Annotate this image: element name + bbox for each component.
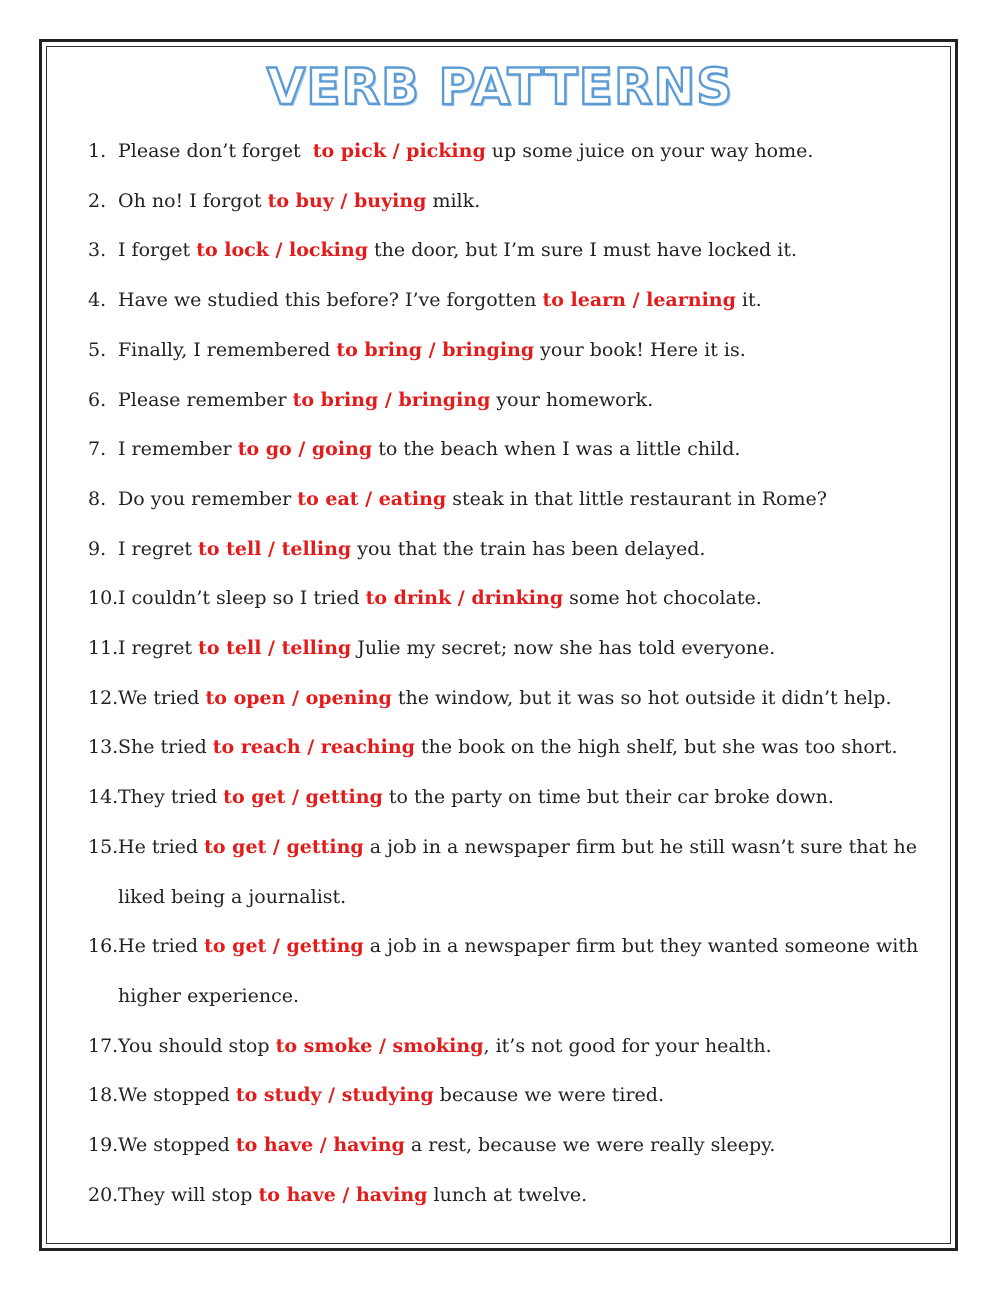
item-sentence	[118, 624, 938, 674]
verb-choice[interactable]: to get / getting	[204, 835, 364, 858]
item-sentence	[118, 326, 938, 376]
sentence-start: I regret	[118, 637, 199, 660]
verb-choice[interactable]: to study / studying	[235, 1084, 434, 1107]
sentence-start: You should stop	[118, 1034, 276, 1057]
item-sentence	[118, 525, 938, 575]
sentence-end: your book! Here it is.	[534, 338, 746, 361]
item-sentence	[118, 574, 938, 624]
sentence-start: He tried	[118, 835, 205, 858]
verb-choice[interactable]: to pick / picking	[312, 140, 486, 162]
item-number: 3.	[88, 239, 107, 262]
sentence-start: We tried	[118, 686, 206, 709]
item-sentence	[118, 773, 938, 823]
sentence-start: Do you remember	[118, 487, 298, 510]
exercise-item	[88, 922, 938, 1021]
item-number: 20.	[88, 1183, 119, 1206]
sentence-end: milk.	[426, 189, 481, 212]
verb-choice[interactable]: to bring / bringing	[336, 338, 535, 361]
sentence-start: I couldn’t sleep so I tried	[118, 587, 366, 610]
page-title: VERB PATTERNS	[266, 58, 734, 116]
sentence-end: the book on the high shelf, but she was too short.	[414, 736, 898, 759]
sentence-end: Julie my secret; now she has told everyone.	[351, 637, 776, 660]
sentence-start: Oh no! I forgot	[118, 189, 268, 212]
sentence-start: I regret	[118, 537, 199, 560]
exercise-item	[88, 326, 938, 376]
item-sentence	[118, 823, 938, 922]
exercise-item	[88, 1022, 938, 1072]
exercise-item	[88, 1171, 938, 1221]
verb-choice[interactable]: to bring / bringing	[292, 388, 491, 411]
item-number: 12.	[88, 686, 119, 709]
item-sentence	[118, 922, 938, 1021]
item-number: 2.	[88, 189, 107, 212]
item-number: 11.	[88, 637, 119, 660]
sentence-end: lunch at twelve.	[427, 1183, 588, 1206]
sentence-start: They tried	[118, 786, 224, 809]
item-sentence	[118, 1022, 938, 1072]
sentence-start: Finally, I remembered	[118, 338, 337, 361]
verb-choice[interactable]: to have / having	[258, 1183, 428, 1206]
sentence-start: We stopped	[118, 1134, 236, 1157]
sentence-end: you that the train has been delayed.	[351, 537, 706, 560]
sentence-start: Have we studied this before? I’ve forgotten	[118, 289, 543, 312]
exercise-item	[88, 475, 938, 525]
verb-choice[interactable]: to go / going	[237, 438, 373, 461]
sentence-end: the door, but I’m sure I must have locked it.	[368, 239, 798, 262]
item-number: 7.	[88, 438, 107, 461]
item-sentence	[118, 475, 938, 525]
sentence-start: Please remember	[118, 388, 293, 411]
exercise-list	[88, 127, 938, 1220]
exercise-item	[88, 525, 938, 575]
sentence-start: Please don’t forget	[118, 140, 313, 162]
sentence-end: a job in a newspaper firm but they wanted someone with higher experience.	[118, 935, 925, 1007]
item-sentence	[118, 674, 938, 724]
verb-choice[interactable]: to buy / buying	[267, 189, 427, 212]
sentence-end: , it’s not good for your health.	[483, 1034, 772, 1057]
exercise-item	[88, 276, 938, 326]
sentence-end: the window, but it was so hot outside it didn’t help.	[391, 686, 892, 709]
verb-choice[interactable]: to learn / learning	[542, 289, 736, 312]
item-number: 19.	[88, 1134, 119, 1157]
verb-choice[interactable]: to reach / reaching	[212, 736, 415, 759]
exercise-item	[88, 127, 938, 177]
sentence-end: because we were tired.	[433, 1084, 664, 1107]
sentence-end: a job in a newspaper firm but he still wasn’t sure that he liked being a journalist.	[118, 835, 924, 908]
exercise-item	[88, 773, 938, 823]
item-sentence	[118, 1121, 938, 1171]
exercise-item	[88, 376, 938, 426]
verb-choice[interactable]: to tell / telling	[198, 637, 352, 660]
sentence-end: your homework.	[490, 388, 654, 411]
item-number: 1.	[88, 140, 107, 162]
verb-choice[interactable]: to eat / eating	[297, 487, 447, 510]
item-sentence	[118, 177, 938, 227]
sentence-start: She tried	[118, 736, 213, 759]
item-sentence	[118, 1171, 938, 1221]
item-number: 15.	[88, 835, 119, 858]
sentence-start: We stopped	[118, 1084, 236, 1107]
exercise-item	[88, 823, 938, 922]
verb-choice[interactable]: to lock / locking	[196, 239, 368, 262]
sentence-end: up some juice on your way home.	[485, 140, 814, 162]
item-sentence	[118, 425, 938, 475]
sentence-start: I remember	[118, 438, 238, 461]
sentence-end: some hot chocolate.	[563, 587, 762, 610]
item-number: 18.	[88, 1084, 119, 1107]
exercise-item	[88, 674, 938, 724]
verb-choice[interactable]: to get / getting	[204, 935, 364, 958]
exercise-item	[88, 177, 938, 227]
item-number: 13.	[88, 736, 119, 759]
item-number: 8.	[88, 487, 107, 510]
exercise-item	[88, 1121, 938, 1171]
sentence-end: to the beach when I was a little child.	[372, 438, 741, 461]
verb-choice[interactable]: to tell / telling	[198, 537, 352, 560]
item-number: 16.	[88, 935, 119, 958]
exercise-item	[88, 624, 938, 674]
item-sentence	[118, 1071, 938, 1121]
item-number: 17.	[88, 1034, 119, 1057]
item-sentence	[118, 226, 938, 276]
item-sentence	[118, 127, 938, 177]
item-number: 10.	[88, 587, 119, 610]
item-number: 9.	[88, 537, 107, 560]
verb-choice[interactable]: to have / having	[235, 1134, 405, 1157]
verb-choice[interactable]: to get / getting	[223, 786, 383, 809]
sentence-start: I forget	[118, 239, 197, 262]
item-sentence	[118, 376, 938, 426]
exercise-item	[88, 574, 938, 624]
sentence-start: They will stop	[118, 1183, 259, 1206]
exercise-item	[88, 425, 938, 475]
exercise-item	[88, 1071, 938, 1121]
item-number: 4.	[88, 289, 107, 312]
sentence-end: a rest, because we were really sleepy.	[404, 1134, 776, 1157]
sentence-end: to the party on time but their car broke down.	[382, 786, 834, 809]
item-number: 5.	[88, 338, 107, 361]
verb-choice[interactable]: to drink / drinking	[365, 587, 564, 610]
exercise-item	[88, 723, 938, 773]
verb-choice[interactable]: to smoke / smoking	[275, 1034, 484, 1057]
item-number: 14.	[88, 786, 119, 809]
sentence-end: it.	[735, 289, 762, 312]
item-sentence	[118, 276, 938, 326]
item-number: 6.	[88, 388, 107, 411]
sentence-end: steak in that little restaurant in Rome?	[446, 487, 827, 510]
item-sentence	[118, 723, 938, 773]
sentence-start: He tried	[118, 935, 205, 958]
verb-choice[interactable]: to open / opening	[205, 686, 392, 709]
exercise-item	[88, 226, 938, 276]
